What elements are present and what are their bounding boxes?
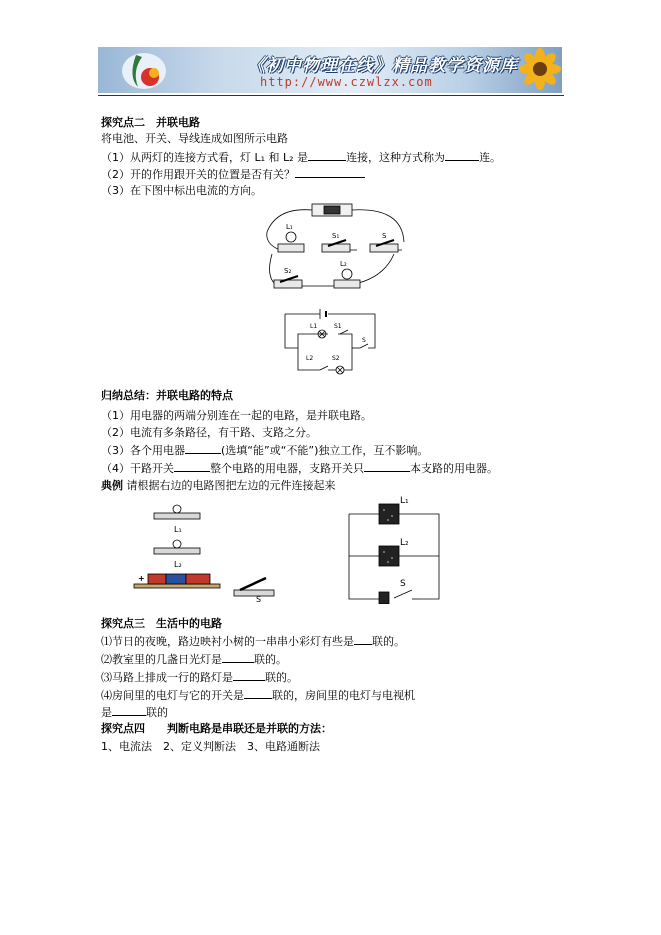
blank[interactable] xyxy=(174,461,210,472)
summary-point-1: （1）用电器的两端分别连在一起的电路，是并联电路。 xyxy=(101,409,372,422)
blank[interactable] xyxy=(244,688,272,699)
i1-text-b: 联的。 xyxy=(372,635,405,648)
blank[interactable] xyxy=(295,167,365,178)
p3-text-b: (选填“能”或“不能”)独立工作，互不影响。 xyxy=(221,444,429,457)
fig2-label-l1: L1 xyxy=(310,323,318,330)
fig1-label-s: S xyxy=(382,232,387,240)
i4-text-b: 联的，房间里的电灯与电视机 xyxy=(272,689,415,702)
p4-text-b: 整个电路的用电器，支路开关只 xyxy=(210,462,364,475)
q1-text-b: 连接，这种方式称为 xyxy=(346,151,446,164)
life-item-2 xyxy=(101,652,287,667)
i4-text-c: 是 xyxy=(101,706,112,719)
fig2-label-s: S xyxy=(362,337,366,344)
life-item-3 xyxy=(101,670,298,685)
p3-text-a: （3）各个用电器 xyxy=(101,444,185,457)
summary-point-4 xyxy=(101,461,498,476)
life-item-1 xyxy=(101,634,405,649)
q1-text-c: 连。 xyxy=(479,151,502,164)
fig2-label-s1: S1 xyxy=(334,323,342,330)
section2-title: 探究点二 并联电路 xyxy=(101,116,200,129)
question-3: （3）在下图中标出电流的方向。 xyxy=(101,184,262,197)
header-banner xyxy=(98,47,562,93)
blank[interactable] xyxy=(354,634,372,645)
blank[interactable] xyxy=(308,150,346,161)
q2-text: （2）开的作用跟开关的位置是否有关？ xyxy=(101,168,295,181)
fig1-label-l2: L₂ xyxy=(340,260,347,268)
i2-text-a: ⑵教室里的几盏日光灯是 xyxy=(101,653,222,666)
fig3-diagram-label-s: S xyxy=(400,579,406,589)
section4-title: 探究点四 判断电路是串联还是并联的方法： xyxy=(101,722,332,735)
example-text: 请根据右边的电路图把左边的元件连接起来 xyxy=(126,479,336,492)
section3-title: 探究点三 生活中的电路 xyxy=(101,617,222,630)
section2-intro: 将电池、开关、导线连成如图所示电路 xyxy=(101,132,288,145)
banner-title: 《初中物理在线》精品教学资源库 xyxy=(248,56,518,76)
blank[interactable] xyxy=(185,443,221,454)
fig3-component-label-l1: L₁ xyxy=(174,525,182,534)
components-figure xyxy=(130,502,280,602)
fig2-label-s2: S2 xyxy=(332,355,340,362)
life-item-4 xyxy=(101,688,415,703)
sunflower-icon xyxy=(502,47,562,93)
section4-methods: 1、电流法 2、定义判断法 3、电路通断法 xyxy=(101,740,320,753)
summary-title: 归纳总结：并联电路的特点 xyxy=(101,389,233,402)
i3-text-b: 联的。 xyxy=(265,671,298,684)
physical-circuit-figure xyxy=(262,202,412,294)
blank[interactable] xyxy=(445,150,479,161)
circuit-diagram-figure xyxy=(280,306,380,382)
fig3-component-label-s: S xyxy=(256,595,262,602)
example-label: 典例 xyxy=(101,479,123,492)
i2-text-b: 联的。 xyxy=(254,653,287,666)
fig3-component-label-l2: L₂ xyxy=(174,560,182,569)
life-item-4-cont xyxy=(101,705,168,720)
summary-point-3 xyxy=(101,443,428,458)
p4-text-c: 本支路的用电器。 xyxy=(410,462,498,475)
i1-text-a: ⑴节日的夜晚，路边映衬小树的一串串小彩灯有些是 xyxy=(101,635,354,648)
blank[interactable] xyxy=(364,461,410,472)
blank[interactable] xyxy=(112,705,146,716)
fig1-label-s1: S₁ xyxy=(332,232,340,240)
logo-icon xyxy=(118,47,178,93)
question-1 xyxy=(101,150,501,165)
i3-text-a: ⑶马路上排成一行的路灯是 xyxy=(101,671,233,684)
header-divider xyxy=(98,95,564,96)
fig3-diagram-label-l1: L₁ xyxy=(400,496,409,506)
p4-text-a: （4）干路开关 xyxy=(101,462,174,475)
fig2-label-l2: L2 xyxy=(306,355,314,362)
question-2 xyxy=(101,167,365,182)
blank[interactable] xyxy=(222,652,254,663)
fig1-label-l1: L₁ xyxy=(286,223,293,231)
example-line xyxy=(101,479,336,493)
banner-url: http://www.czwlzx.com xyxy=(260,75,433,89)
fig3-diagram-label-l2: L₂ xyxy=(400,538,409,548)
i4-text-a: ⑷房间里的电灯与它的开关是 xyxy=(101,689,244,702)
i4-text-d: 联的 xyxy=(146,706,168,719)
battery-plus-icon: + xyxy=(138,574,145,583)
example-circuit-diagram xyxy=(344,494,444,604)
q1-text-a: （1）从两灯的连接方式看，灯 L₁ 和 L₂ 是 xyxy=(101,151,309,164)
blank[interactable] xyxy=(233,670,265,681)
fig1-label-s2: S₂ xyxy=(284,267,292,275)
summary-point-2: （2）电流有多条路径，有干路、支路之分。 xyxy=(101,426,317,439)
